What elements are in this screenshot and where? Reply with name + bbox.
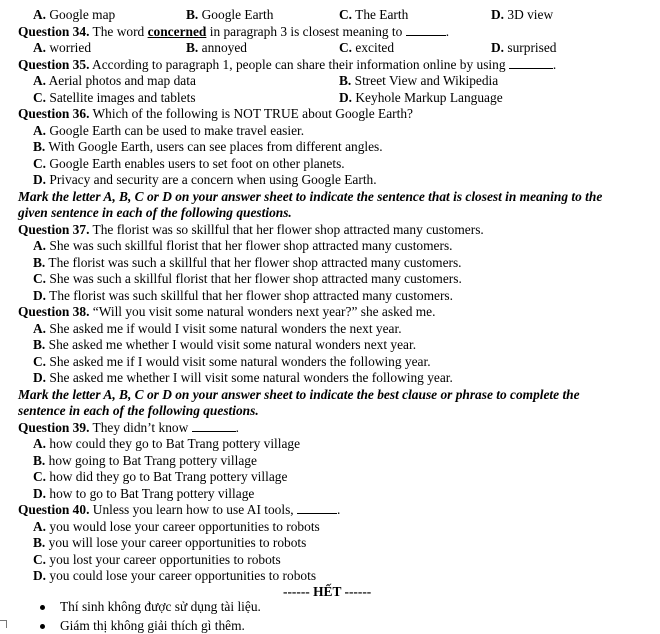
q33-option-a: A. Google map xyxy=(33,7,116,22)
page-corner-mark xyxy=(6,620,7,628)
q40-option-d: D. you could lose your career opportunities to robots xyxy=(33,568,317,583)
q35-option-d: D. Keyhole Markup Language xyxy=(339,90,503,105)
q40-option-b: B. you will lose your career opportunities to robots xyxy=(33,535,307,550)
q33-option-b: B. Google Earth xyxy=(186,7,274,22)
q34-option-a: A. worried xyxy=(33,40,92,55)
bullet-icon xyxy=(40,624,45,629)
q36-option-b: B. With Google Earth, users can see places from different angles. xyxy=(33,139,383,154)
q40-stem: Question 40. Unless you learn how to use AI tools, . xyxy=(18,502,341,517)
q37-option-a: A. She was such skillful florist that her flower shop attracted many customers. xyxy=(33,238,453,253)
instruction-line: Mark the letter A, B, C or D on your answer sheet to indicate the best clause or phrase to complete the xyxy=(18,387,580,402)
q34-option-d: D. surprised xyxy=(491,40,557,55)
q33-option-c: C. The Earth xyxy=(339,7,409,22)
q34-stem: Question 34. The word concerned in paragraph 3 is closest meaning to . xyxy=(18,24,450,39)
q37-option-c: C. She was such a skillful florist that her flower shop attracted many customers. xyxy=(33,271,462,286)
q37-option-d: D. The florist was such skillful that her flower shop attracted many customers. xyxy=(33,288,453,303)
q37-stem: Question 37. The florist was so skillful that her flower shop attracted many customers. xyxy=(18,222,484,237)
answer-blank xyxy=(297,502,337,514)
q40-option-c: C. you lost your career opportunities to robots xyxy=(33,552,281,567)
q34-option-c: C. excited xyxy=(339,40,395,55)
q35-option-b: B. Street View and Wikipedia xyxy=(339,73,499,88)
q35-option-c: C. Satellite images and tablets xyxy=(33,90,196,105)
q36-option-d: D. Privacy and security are a concern when using Google Earth. xyxy=(33,172,377,187)
answer-blank xyxy=(192,420,236,432)
instruction-line: given sentence in each of the following questions. xyxy=(18,205,292,220)
q39-option-a: A. how could they go to Bat Trang pottery village xyxy=(33,436,301,451)
q37-option-b: B. The florist was such a skillful that her flower shop attracted many customers. xyxy=(33,255,462,270)
q39-stem: Question 39. They didn’t know . xyxy=(18,420,239,435)
q39-option-c: C. how did they go to Bat Trang pottery village xyxy=(33,469,288,484)
q36-stem: Question 36. Which of the following is NOT TRUE about Google Earth? xyxy=(18,106,413,121)
q38-option-d: D. She asked me whether I will visit some natural wonders the following year. xyxy=(33,370,453,385)
q34-keyword: concerned xyxy=(147,24,207,39)
answer-blank xyxy=(509,57,553,69)
q40-option-a: A. you would lose your career opportunities to robots xyxy=(33,519,320,534)
q33-option-d: D. 3D view xyxy=(491,7,554,22)
q34-option-b: B. annoyed xyxy=(186,40,248,55)
instruction-line: sentence in each of the following questions. xyxy=(18,403,259,418)
q38-stem: Question 38. “Will you visit some natural wonders next year?” she asked me. xyxy=(18,304,436,319)
q39-option-d: D. how to go to Bat Trang pottery village xyxy=(33,486,255,501)
q38-option-b: B. She asked me whether I would visit some natural wonders next year. xyxy=(33,337,417,352)
q36-option-a: A. Google Earth can be used to make travel easier. xyxy=(33,123,305,138)
q38-option-a: A. She asked me if would I visit some natural wonders the next year. xyxy=(33,321,402,336)
note-item: Thí sinh không được sử dụng tài liệu. xyxy=(60,599,261,614)
q35-stem: Question 35. According to paragraph 1, people can share their information online by using . xyxy=(18,57,557,72)
end-marker: ------ HẾT ------ xyxy=(283,584,372,599)
answer-blank xyxy=(406,24,446,36)
note-item: Giám thị không giải thích gì thêm. xyxy=(60,618,245,633)
q38-option-c: C. She asked me if I would visit some natural wonders the following year. xyxy=(33,354,431,369)
instruction-line: Mark the letter A, B, C or D on your answer sheet to indicate the sentence that is closest in meaning to the xyxy=(18,189,603,204)
q35-option-a: A. Aerial photos and map data xyxy=(33,73,196,88)
q36-option-c: C. Google Earth enables users to set foot on other planets. xyxy=(33,156,345,171)
q39-option-b: B. how going to Bat Trang pottery village xyxy=(33,453,257,468)
bullet-icon xyxy=(40,605,45,610)
